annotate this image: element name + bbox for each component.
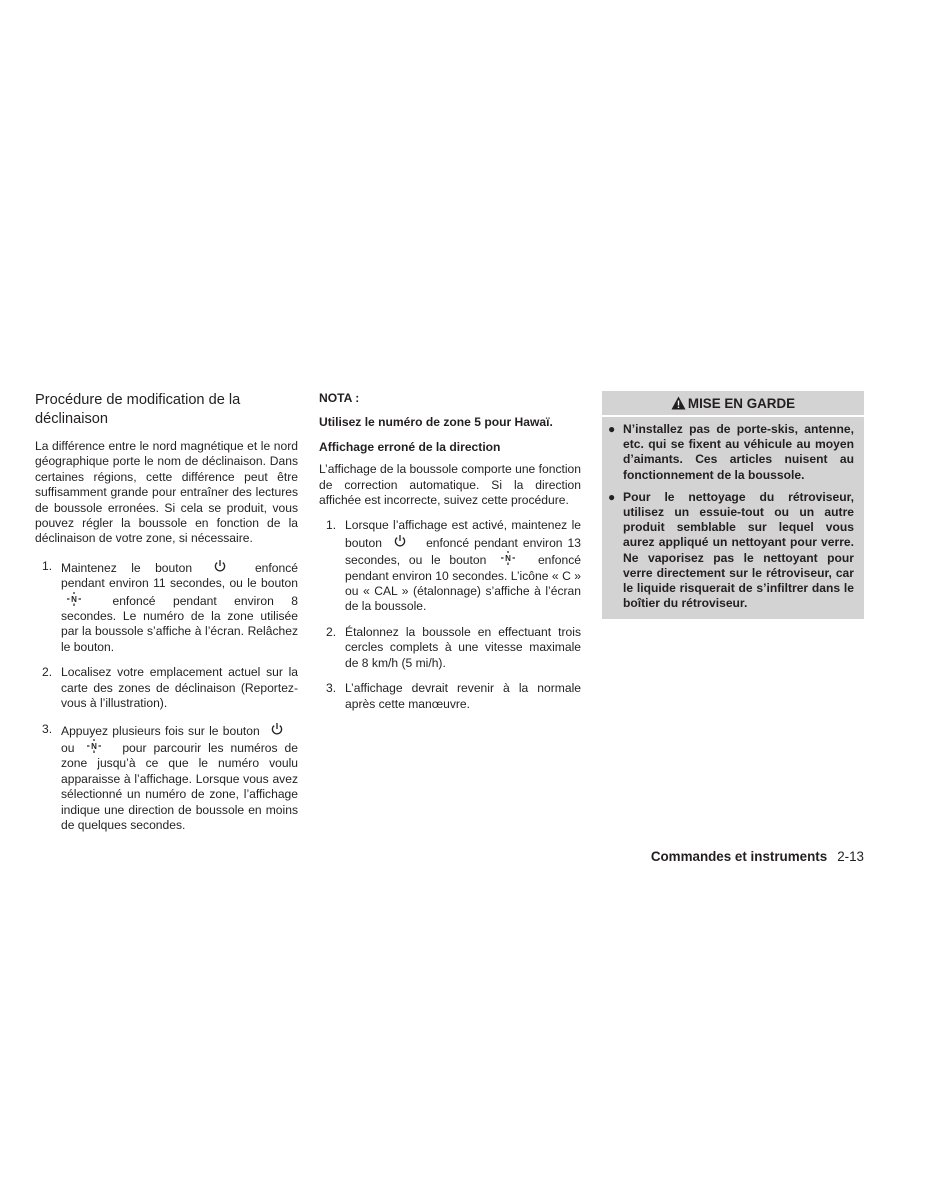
- svg-text:N: N: [91, 741, 98, 751]
- power-icon: [393, 534, 407, 548]
- warning-title: MISE EN GARDE: [687, 396, 796, 411]
- svg-text:N: N: [71, 594, 77, 604]
- footer-section-title: Commandes et instruments: [650, 849, 828, 864]
- section-heading-declination: Procédure de modification de la déclinaison: [35, 392, 241, 427]
- direction-step-2: 2. Étalonnez la boussole en effectuant trois cercles complets à une vitesse maximale de 8 km/h (5 mi/h).: [326, 624, 581, 670]
- column-declination: [35, 391, 298, 843]
- direction-steps: [319, 518, 581, 711]
- svg-text:N: N: [505, 554, 512, 564]
- subheading-direction: Affichage erroné de la direction: [319, 439, 501, 454]
- direction-step-1: 1. Lorsque l’affichage est activé, maintenez le bouton enfoncé pendant environ 13 secondes, ou le bouton N enfoncé pendant environ 10 secondes. L’icône « C » ou « CAL » (étalonnage) s’affiche à l’écran de la boussole.: [326, 518, 581, 614]
- nota-label: NOTA :: [319, 391, 360, 405]
- warning-item-2: ● Pour le nettoyage du rétroviseur, utilisez un essuie-tout ou un autre produit semblable sur lequel vous aurez appliqué un nettoyant pour verre. Ne vaporisez pas le nettoyant pour verre directement sur le rétroviseur, car le liquide risquerait de s’infiltrer dans le boîtier du rétroviseur.: [608, 489, 854, 611]
- direction-step-3: 3. L’affichage devrait revenir à la normale après cette manœuvre.: [326, 681, 581, 711]
- power-icon: [213, 559, 227, 573]
- declination-intro: La différence entre le nord magnétique et le nord géographique porte le nom de déclinaison. Dans certaines régions, cette différence peut être suffisamment grande pour entraîner des lectures de boussole erronées. Si cela se produit, vous pouvez régler la boussole en fonction de la déclinaison de votre zone, si nécessaire.: [35, 439, 298, 546]
- warning-item-1: ● N’installez pas de porte-skis, antenne, etc. qui se fixent au véhicule au moyen d’aimants. Ces articles nuisent au fonctionnement de la boussole.: [608, 422, 854, 482]
- column-direction: [319, 391, 581, 722]
- declination-step-3: 3. Appuyez plusieurs fois sur le bouton ou N pour parcourir les numéros de zone jusqu’à ce que le numéro voulu apparaisse à l’affichage. Lorsque vous avez sélectionné un numéro de zone, l’affichage indique une direction de boussole en moins de quelques secondes.: [42, 721, 298, 832]
- page-number: 2-13: [837, 849, 864, 864]
- declination-step-2: 2. Localisez votre emplacement actuel sur la carte des zones de déclinaison (Reportez-vous à l’illustration).: [42, 665, 298, 711]
- compass-n-icon: [87, 739, 101, 753]
- bullet: ●: [608, 422, 616, 436]
- direction-intro: L’affichage de la boussole comporte une fonction de correction automatique. Si la direction affichée est incorrecte, suivez cette procédure.: [319, 462, 581, 508]
- page-footer: [651, 849, 864, 864]
- power-icon: [270, 722, 284, 736]
- declination-steps: [35, 559, 298, 834]
- warning-box: [602, 391, 864, 619]
- bullet: ●: [608, 489, 616, 504]
- warning-triangle-icon: [671, 396, 686, 410]
- column-warning: [602, 391, 864, 619]
- nota-text: Utilisez le numéro de zone 5 pour Hawaï.: [319, 415, 553, 430]
- compass-n-icon: [67, 592, 81, 606]
- compass-n-icon: [501, 551, 515, 565]
- warning-header: [602, 391, 864, 417]
- declination-step-1: 1. Maintenez le bouton enfoncé pendant environ 11 secondes, ou le bouton N enfoncé pendant environ 8 secondes. Le numéro de la zone utilisée par la boussole s’affiche à l’écran. Relâchez le bouton.: [42, 558, 298, 654]
